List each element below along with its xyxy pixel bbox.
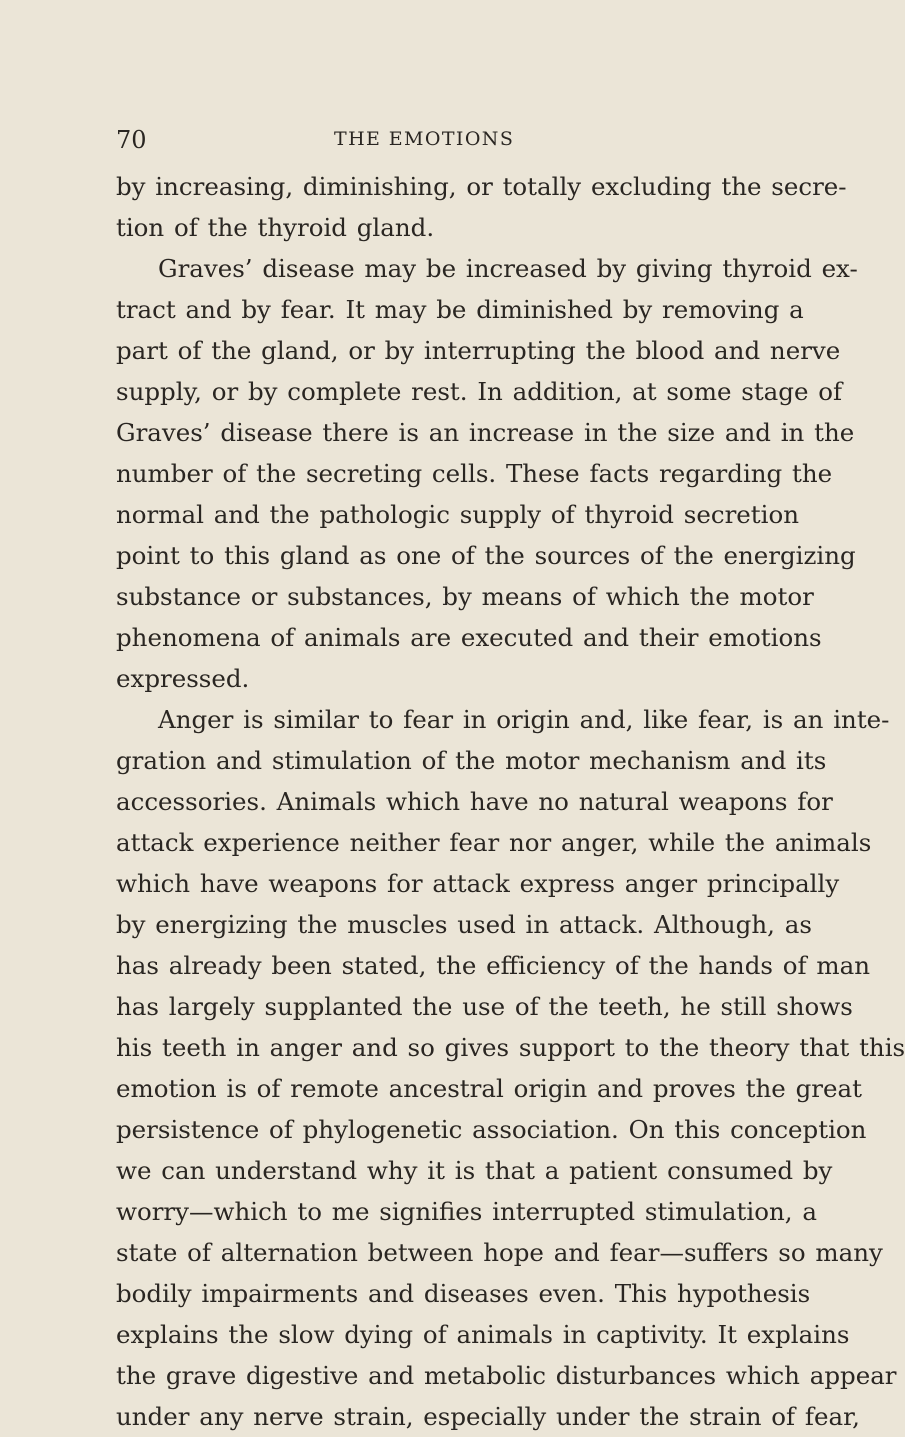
text-line: attack experience neither fear nor anger, while the animals (116, 828, 872, 857)
text-line: has largely supplanted the use of the teeth, he still shows (116, 992, 853, 1021)
text-line: accessories. Animals which have no natural weapons for (116, 787, 833, 816)
text-line: by energizing the muscles used in attack. Although, as (116, 910, 812, 939)
text-line: tract and by fear. It may be diminished by removing a (116, 295, 804, 324)
text-line: part of the gland, or by interrupting the blood and nerve (116, 336, 841, 365)
text-line: state of alternation between hope and fear—suffers so many (116, 1238, 883, 1267)
text-line: supply, or by complete rest. In addition, at some stage of (116, 377, 843, 406)
text-line: his teeth in anger and so gives support to the theory that this (116, 1033, 905, 1062)
text-line: number of the secreting cells. These facts regarding the (116, 459, 833, 488)
text-line: bodily impairments and diseases even. This hypothesis (116, 1279, 811, 1308)
text-line: Anger is similar to fear in origin and, like fear, is an inte- (158, 705, 890, 734)
text-line: normal and the pathologic supply of thyroid secretion (116, 500, 799, 529)
text-line: phenomena of animals are executed and their emotions (116, 623, 822, 652)
page-number: 70 (116, 126, 147, 154)
body-text (116, 166, 905, 1437)
text-line: point to this gland as one of the sources of the energizing (116, 541, 856, 570)
text-line: explains the slow dying of animals in captivity. It explains (116, 1320, 850, 1349)
running-head: THE EMOTIONS (334, 128, 515, 150)
text-line: Graves’ disease there is an increase in the size and in the (116, 418, 855, 447)
text-line: which have weapons for attack express anger principally (116, 869, 840, 898)
text-line: we can understand why it is that a patient consumed by (116, 1156, 833, 1185)
page-header (116, 126, 730, 162)
text-line: gration and stimulation of the motor mechanism and its (116, 746, 827, 775)
text-line: under any nerve strain, especially under the strain of fear, (116, 1402, 860, 1431)
text-line: persistence of phylogenetic association. On this conception (116, 1115, 867, 1144)
text-line: expressed. (116, 664, 250, 693)
text-line: has already been stated, the efficiency of the hands of man (116, 951, 870, 980)
text-line: emotion is of remote ancestral origin and proves the great (116, 1074, 862, 1103)
text-line: tion of the thyroid gland. (116, 213, 435, 242)
text-line: by increasing, diminishing, or totally excluding the secre- (116, 172, 847, 201)
text-line: Graves’ disease may be increased by giving thyroid ex- (158, 254, 858, 283)
text-line: the grave digestive and metabolic disturbances which appear (116, 1361, 897, 1390)
text-line: substance or substances, by means of which the motor (116, 582, 814, 611)
text-line: worry—which to me signifies interrupted stimulation, a (116, 1197, 817, 1226)
